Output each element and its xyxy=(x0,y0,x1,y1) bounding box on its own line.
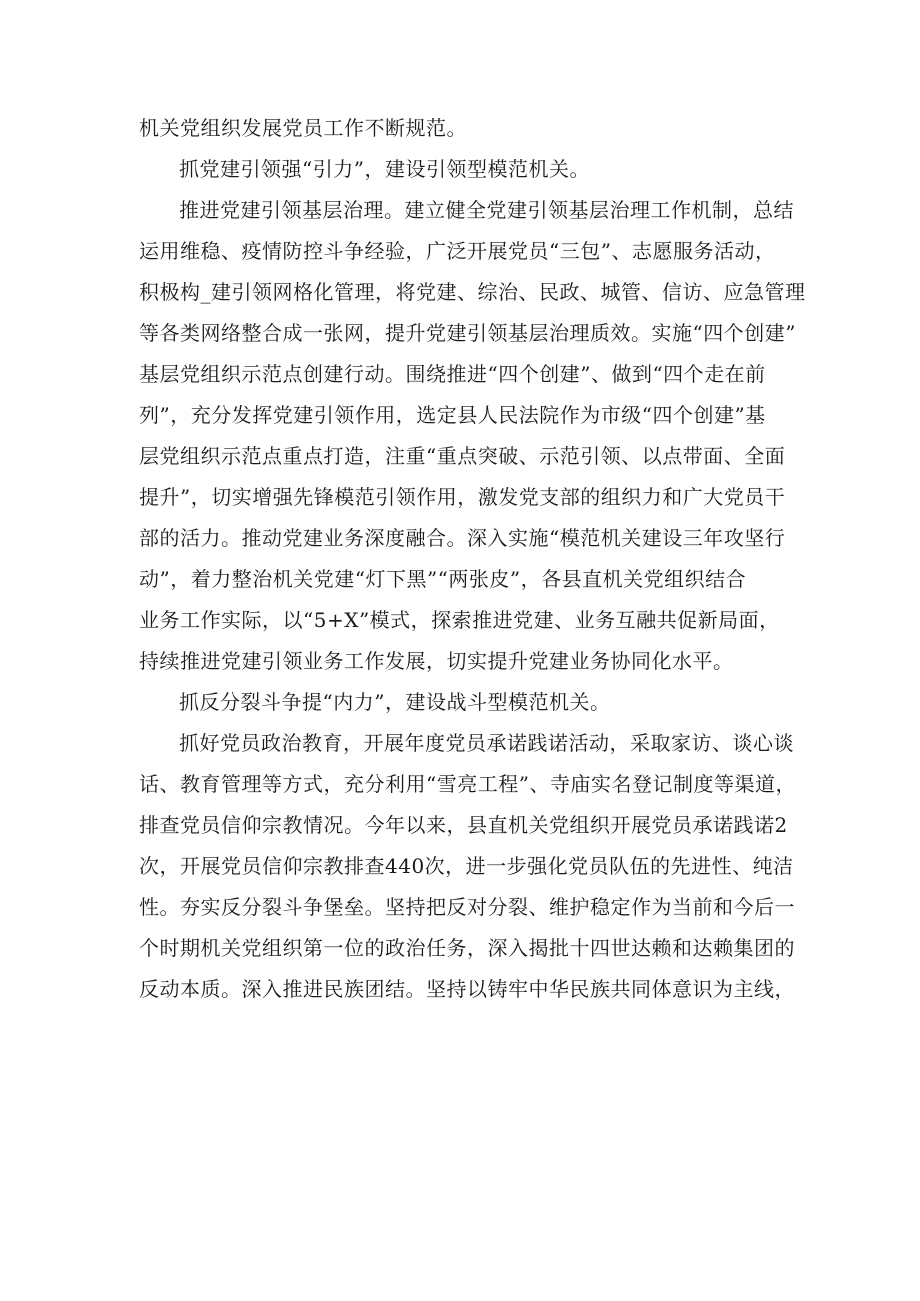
paragraph-line: 次，开展党员信仰宗教排查440次，进一步强化党员队伍的先进性、纯洁 xyxy=(139,854,794,878)
paragraph-line: 动”，着力整治机关党建“灯下黑”“两张皮”，各县直机关党组织结合 xyxy=(139,567,747,591)
paragraph-line: 推进党建引领基层治理。建立健全党建引领基层治理工作机制，总结 xyxy=(179,198,794,222)
paragraph-line: 部的活力。推动党建业务深度融合。深入实施“模范机关建设三年攻坚行 xyxy=(139,526,786,550)
paragraph-line: 运用维稳、疫情防控斗争经验，广泛开展党员“三包”、志愿服务活动， xyxy=(139,239,776,263)
paragraph-line: 反动本质。深入推进民族团结。坚持以铸牢中华民族共同体意识为主线， xyxy=(139,977,795,1001)
section-heading: 抓反分裂斗争提“内力”，建设战斗型模范机关。 xyxy=(179,690,611,714)
paragraph-line: 列”，充分发挥党建引领作用，选定县人民法院作为市级“四个创建”基 xyxy=(139,403,766,427)
paragraph-line: 提升”，切实增强先锋模范引领作用，激发党支部的组织力和广大党员干 xyxy=(139,485,786,509)
paragraph-line: 个时期机关党组织第一位的政治任务，深入揭批十四世达赖和达赖集团的 xyxy=(139,936,795,960)
paragraph-line: 业务工作实际，以“5+X”模式，探索推进党建、业务互融共促新局面， xyxy=(139,608,780,632)
paragraph-line: 积极构_建引领网格化管理，将党建、综治、民政、城管、信访、应急管理 xyxy=(139,280,806,304)
paragraph-line: 层党组织示范点重点打造，注重“重点突破、示范引领、以点带面、全面 xyxy=(139,444,786,468)
paragraph-line: 性。夯实反分裂斗争堡垒。坚持把反对分裂、维护稳定作为当前和今后一 xyxy=(139,895,795,919)
paragraph-line: 抓好党员政治教育，开展年度党员承诺践诺活动，采取家访、谈心谈 xyxy=(179,731,794,755)
paragraph-line: 机关党组织发展党员工作不断规范。 xyxy=(139,116,467,140)
paragraph-line: 等各类网络整合成一张网，提升党建引领基层治理质效。实施“四个创建” xyxy=(139,321,796,345)
paragraph-line: 基层党组织示范点创建行动。围绕推进“四个创建”、做到“四个走在前 xyxy=(139,362,766,386)
section-heading: 抓党建引领强“引力”，建设引领型模范机关。 xyxy=(179,157,590,181)
paragraph-line: 持续推进党建引领业务工作发展，切实提升党建业务协同化水平。 xyxy=(139,649,734,673)
paragraph-line: 话、教育管理等方式，充分利用“雪亮工程”、寺庙实名登记制度等渠道， xyxy=(139,772,796,796)
document-body xyxy=(139,108,806,1010)
paragraph-line: 排查党员信仰宗教情况。今年以来，县直机关党组织开展党员承诺践诺2 xyxy=(139,813,788,837)
